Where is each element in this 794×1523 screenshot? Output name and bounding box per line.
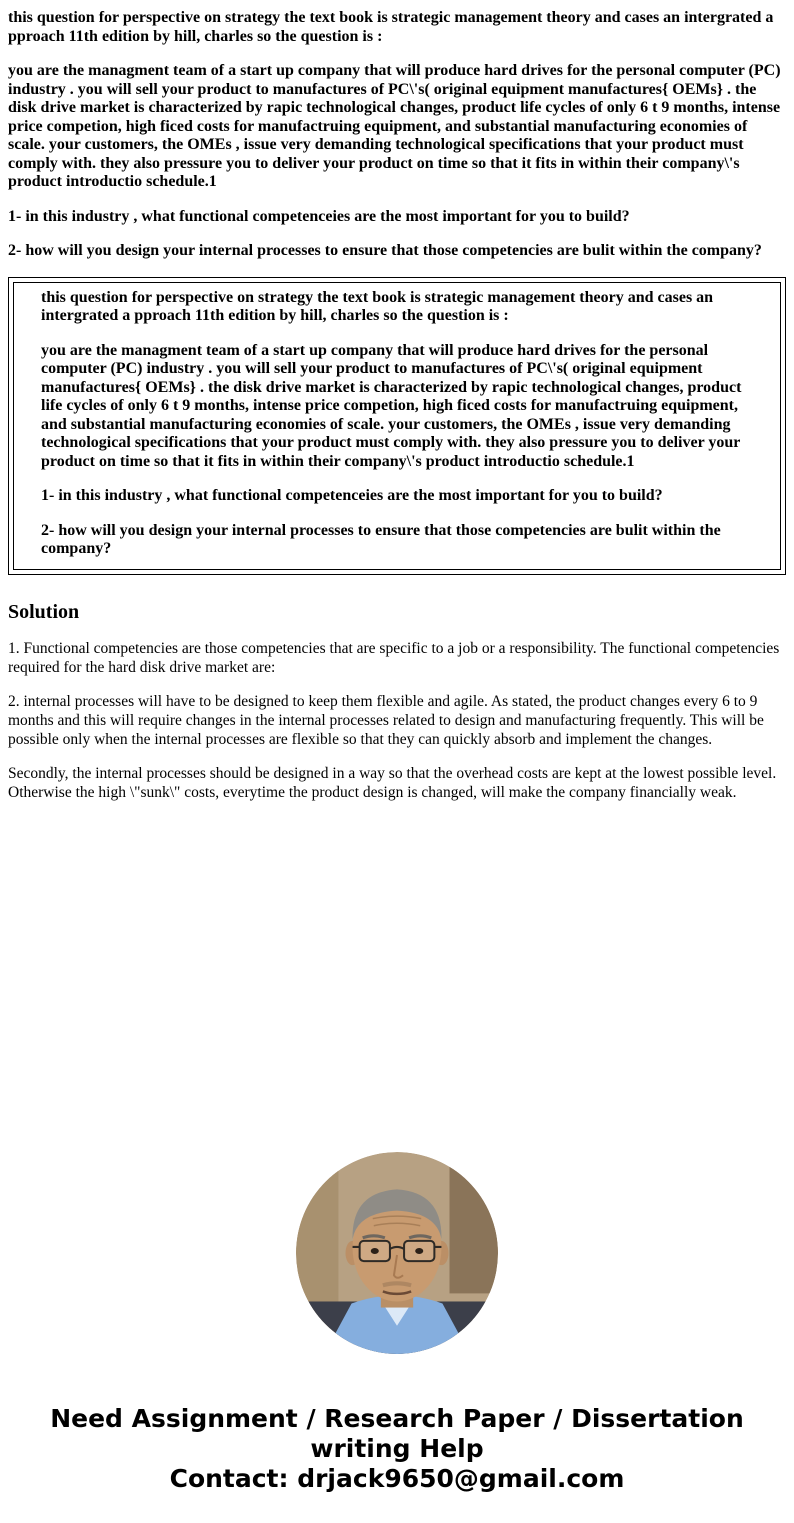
tutor-avatar [296,1152,498,1354]
quoted-question-intro: this question for perspective on strategy the text book is strategic management theory and cases an intergrated a pproach 11th edition by hill, charles so the question is : [41,288,714,324]
footer-line-1: Need Assignment / Research Paper / Dissertation [50,1404,744,1433]
question-intro: this question for perspective on strategy the text book is strategic management theory and cases an intergrated a pproach 11th edition by hill, charles so the question is : [8,9,774,45]
solution-paragraph-2: 2. internal processes will have to be designed to keep them flexible and agile. As stated, the product changes every 6 to 9 months and this will require changes in the internal processes related to design and manufacturing frequently. This will be possible only when the internal processes are flexible so that they can quickly absorb and implement the changes. [8,692,764,748]
question-body: you are the managment team of a start up company that will produce hard drives for the personal computer (PC) industry . you will sell your product to manufactures of PC\'s( original equipment manufactures{ OEMs} . the disk drive market is characterized by rapic technological changes, product life cycles of only 6 t 9 months, intense price competion, high ficed costs for manufactruing equipment, and substantial manufacturing economies of scale. your customers, the OMEs , issue very demanding technological specifications that your product must comply with. they also pressure you to deliver your product on time so that it fits in within their company\'s product introductio schedule.1 [8,62,781,190]
solution-paragraph-3: Secondly, the internal processes should be designed in a way so that the overhead costs are kept at the lowest possible level. Otherwise the high \"sunk\" costs, everytime the product design is changed, will make the company financially weak. [8,764,777,801]
tutor-portrait-illustration [296,1152,498,1354]
footer-banner [0,1404,794,1494]
solution-heading: Solution [8,600,80,623]
question-quote-box-inner [13,282,781,570]
question-item-1: 1- in this industry , what functional competenceies are the most important for you to build? [8,207,630,225]
footer-contact-line: Contact: drjack9650@gmail.com [169,1464,625,1493]
quoted-question-item-2: 2- how will you design your internal processes to ensure that those competencies are bulit within the company? [41,521,721,557]
question-quote-box [8,277,786,575]
quoted-question-body: you are the managment team of a start up company that will produce hard drives for the personal computer (PC) industry . you will sell your product to manufactures of PC\'s( original equipment manufactures{ OEMs} . the disk drive market is characterized by rapic technological changes, product life cycles of only 6 t 9 months, intense price competion, high ficed costs for manufactruing equipment, and substantial manufacturing economies of scale. your customers, the OMEs , issue very demanding technological specifications that your product must comply with. they also pressure you to deliver your product on time so that it fits in within their company\'s product introductio schedule.1 [41,341,742,470]
footer-line-2: writing Help [310,1434,484,1463]
question-item-2: 2- how will you design your internal processes to ensure that those competencies are bulit within the company? [8,242,762,259]
quoted-question-item-1: 1- in this industry , what functional competenceies are the most important for you to build? [41,487,663,504]
solution-paragraph-1: 1. Functional competencies are those competencies that are specific to a job or a responsibility. The functional competencies required for the hard disk drive market are: [8,639,780,676]
